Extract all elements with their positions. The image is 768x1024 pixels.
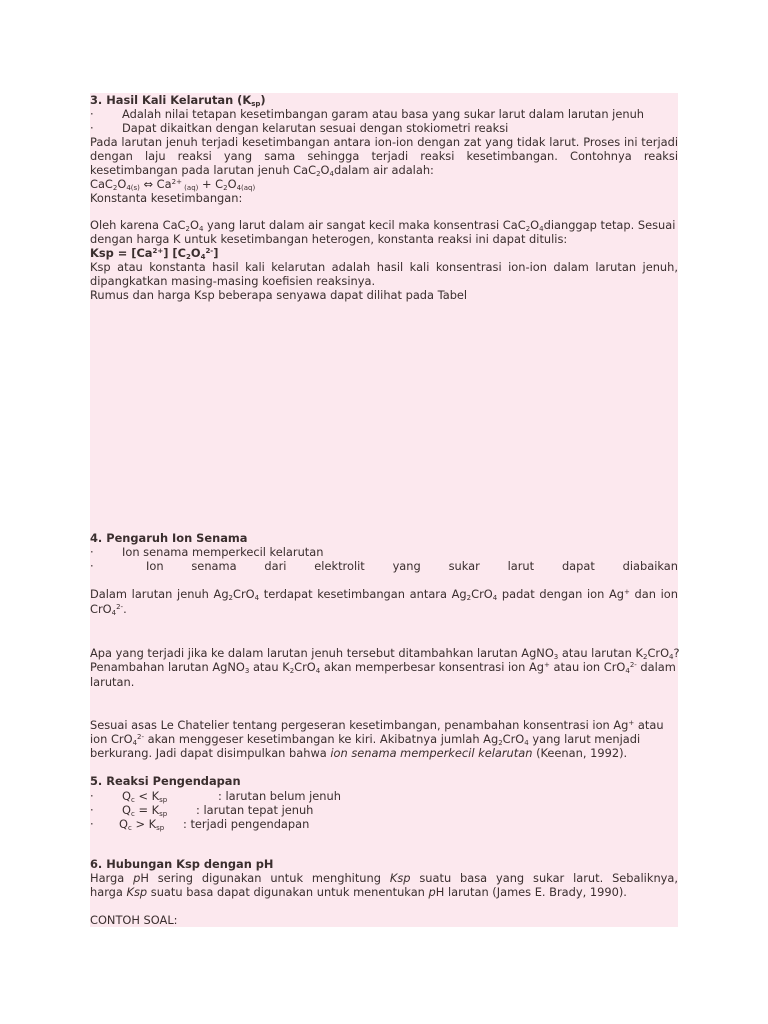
section-3-para-2-line-1: Oleh karena $CaC_2O_4$ yang larut dalam air sangat kecil maka konsentrasi $CaC_2O_4dianggap$ tetap. Sesuai bbox=[90, 218, 676, 233]
section-4-para-3-line-3: berkurang. Jadi dapat disimpulkan bahwa ion senama memperkecil kelarutan (Keenan, 1992). bbox=[90, 746, 628, 760]
section-4-para-2-line-3: larutan. bbox=[90, 675, 135, 689]
ksp-formula: Ksp = $[Ca^{2+}]$ $[C_2O_4^{2-}]$ bbox=[90, 246, 219, 261]
section-3-para-4: Rumus dan harga Ksp beberapa senyawa dapat dilihat pada Tabel bbox=[90, 288, 468, 302]
section-4-para-2-line-1: Apa yang terjadi jika ke dalam larutan jenuh tersebut ditambahkan larutan AgNO$_3$ atau larutan $K_2CrO_4$? bbox=[90, 646, 680, 661]
section-3-title: 3. Hasil Kali Kelarutan $(K_{sp})$ bbox=[90, 93, 266, 108]
section-3-para-2-line-2: dengan harga K untuk kesetimbangan heterogen, konstanta reaksi ini dapat ditulis: bbox=[90, 232, 568, 246]
section-6-para-line-2: harga Ksp suatu basa dapat digunakan untuk menentukan pH larutan (James E. Brady, 1990). bbox=[90, 885, 627, 899]
section-3-para-3-line-2: dipangkatkan masing-masing koefisien reaksinya. bbox=[90, 274, 376, 288]
section-6-para-line-1: Harga pH sering digunakan untuk menghitung Ksp suatu basa yang sukar larut. Sebaliknya, bbox=[90, 871, 679, 885]
section-4-para-3-line-1: Sesuai asas Le Chatelier tentang pergeseran kesetimbangan, penambahan konsentrasi ion Ag+ atau bbox=[90, 718, 664, 732]
section-3-para-1-line-3: kesetimbangan pada larutan jenuh $CaC_2O_4dalam$ air adalah: bbox=[90, 163, 434, 178]
section-4-title: 4. Pengaruh Ion Senama bbox=[90, 531, 248, 545]
section-4-para-1-line-2: CrO$_4^{2-}$. bbox=[90, 602, 127, 617]
section-5-title: 5. Reaksi Pengendapan bbox=[90, 774, 241, 788]
document-page: 3. Hasil Kali Kelarutan $(K_{sp})$ · Adalah nilai tetapan kesetimbangan garam atau basa yang sukar larut dalam larutan jenuh · Dapat dikaitkan dengan kelarutan sesuai dengan stokiometri reaksi Pada larutan jenuh terjadi kesetimbangan antara ion-ion dengan zat yang tidak larut. Proses ini terjadi dengan laju reaksi yang sama sehingga terjadi reaksi kesetimbangan. Contohnya reaksi kesetimbangan pada larutan jenuh $CaC_2O_4dalam$ air adalah: $CaC_2O_{4(s)}$ ⇔ $Ca^{2+}$ $_{(aq)} + C_2O_{4(aq)}$ Konstanta kesetimbangan: Oleh karena $CaC_2O_4$ yang larut dalam air sangat kecil maka konsentrasi $CaC_2O_4dianggap$ tetap. Sesuai dengan harga K untuk kesetimbangan heterogen, konstanta reaksi ini dapat ditulis: Ksp = $[Ca^{2+}]$ $[C_2O_4^{2-}]$ Ksp atau konstanta hasil kali kelarutan adalah hasil kali konsentrasi ion-ion dalam larutan jenuh, dipangkatkan masing-masing koefisien reaksinya. Rumus dan harga Ksp beberapa senyawa dapat dilihat pada Tabel 4. Pengaruh Ion Senama · Ion senama memperkecil kelarutan · Ion senama dari elektrolit yang sukar larut dapat diabaikan Dalam larutan jenuh $Ag_2CrO_4$ terdapat kesetimbangan antara $Ag_2CrO_4$ padat dengan ion Ag+ dan ion CrO$_4^{2-}$. Apa yang terjadi jika ke dalam larutan jenuh tersebut ditambahkan larutan AgNO$_3$ atau larutan $K_2CrO_4$? Penambahan larutan AgNO$_3$ atau $K_2CrO_4$ akan memperbesar konsentrasi ion Ag+ atau ion CrO$_4^{2-}$ dalam larutan. Sesuai asas Le Chatelier tentang pergeseran kesetimbangan, penambahan konsentrasi ion Ag+ atau ion CrO$_4^{2-}$ akan menggeser kesetimbangan ke kiri. Akibatnya jumlah $Ag_2CrO_4$ yang larut menjadi berkurang. Jadi dapat disimpulkan bahwa ion senama memperkecil kelarutan (Keenan, 1992). 5. Reaksi Pengendapan · $Q_c < K_{sp}$ : larutan belum jenuh · $Q_c = K_{sp}$ : larutan tepat jenuh · $Q_c > K_{sp}$ : terjadi pengendapan 6. Hubungan Ksp dengan pH Harga pH sering digunakan untuk menghitung Ksp suatu basa yang sukar larut. Sebaliknya, harga Ksp suatu basa dapat digunakan untuk menentukan pH larutan (James E. Brady, 1990). CONTOH SOAL: bbox=[90, 93, 680, 927]
section-3-para-1-line-1: Pada larutan jenuh terjadi kesetimbangan antara ion-ion dengan zat yang tidak larut. Proses ini terjadi bbox=[90, 135, 678, 149]
section-3-para-1-line-2: dengan laju reaksi yang sama sehingga terjadi reaksi kesetimbangan. Contohnya reaksi bbox=[90, 149, 678, 163]
section-3-para-3-line-1: Ksp atau konstanta hasil kali kelarutan adalah hasil kali konsentrasi ion-ion dalam larutan jenuh, bbox=[90, 260, 678, 274]
section-4-para-2-line-2: Penambahan larutan AgNO$_3$ atau $K_2CrO_4$ akan memperbesar konsentrasi ion Ag+ atau ion CrO$_4^{2-}$ dalam bbox=[90, 660, 676, 675]
section-6-title: 6. Hubungan Ksp dengan pH bbox=[90, 857, 274, 871]
contoh-soal-heading: CONTOH SOAL: bbox=[90, 913, 178, 927]
equilibrium-equation: $CaC_2O_{4(s)}$ ⇔ $Ca^{2+}$ $_{(aq)} + C_2O_{4(aq)}$ bbox=[90, 177, 256, 192]
section-4-para-1-line-1: Dalam larutan jenuh $Ag_2CrO_4$ terdapat kesetimbangan antara $Ag_2CrO_4$ padat dengan ion Ag+ dan ion bbox=[90, 587, 678, 602]
konstanta-label: Konstanta kesetimbangan: bbox=[90, 191, 243, 205]
section-4-para-3-line-2: ion CrO$_4^{2-}$ akan menggeser kesetimbangan ke kiri. Akibatnya jumlah $Ag_2CrO_4$ yang larut menjadi bbox=[90, 732, 641, 747]
